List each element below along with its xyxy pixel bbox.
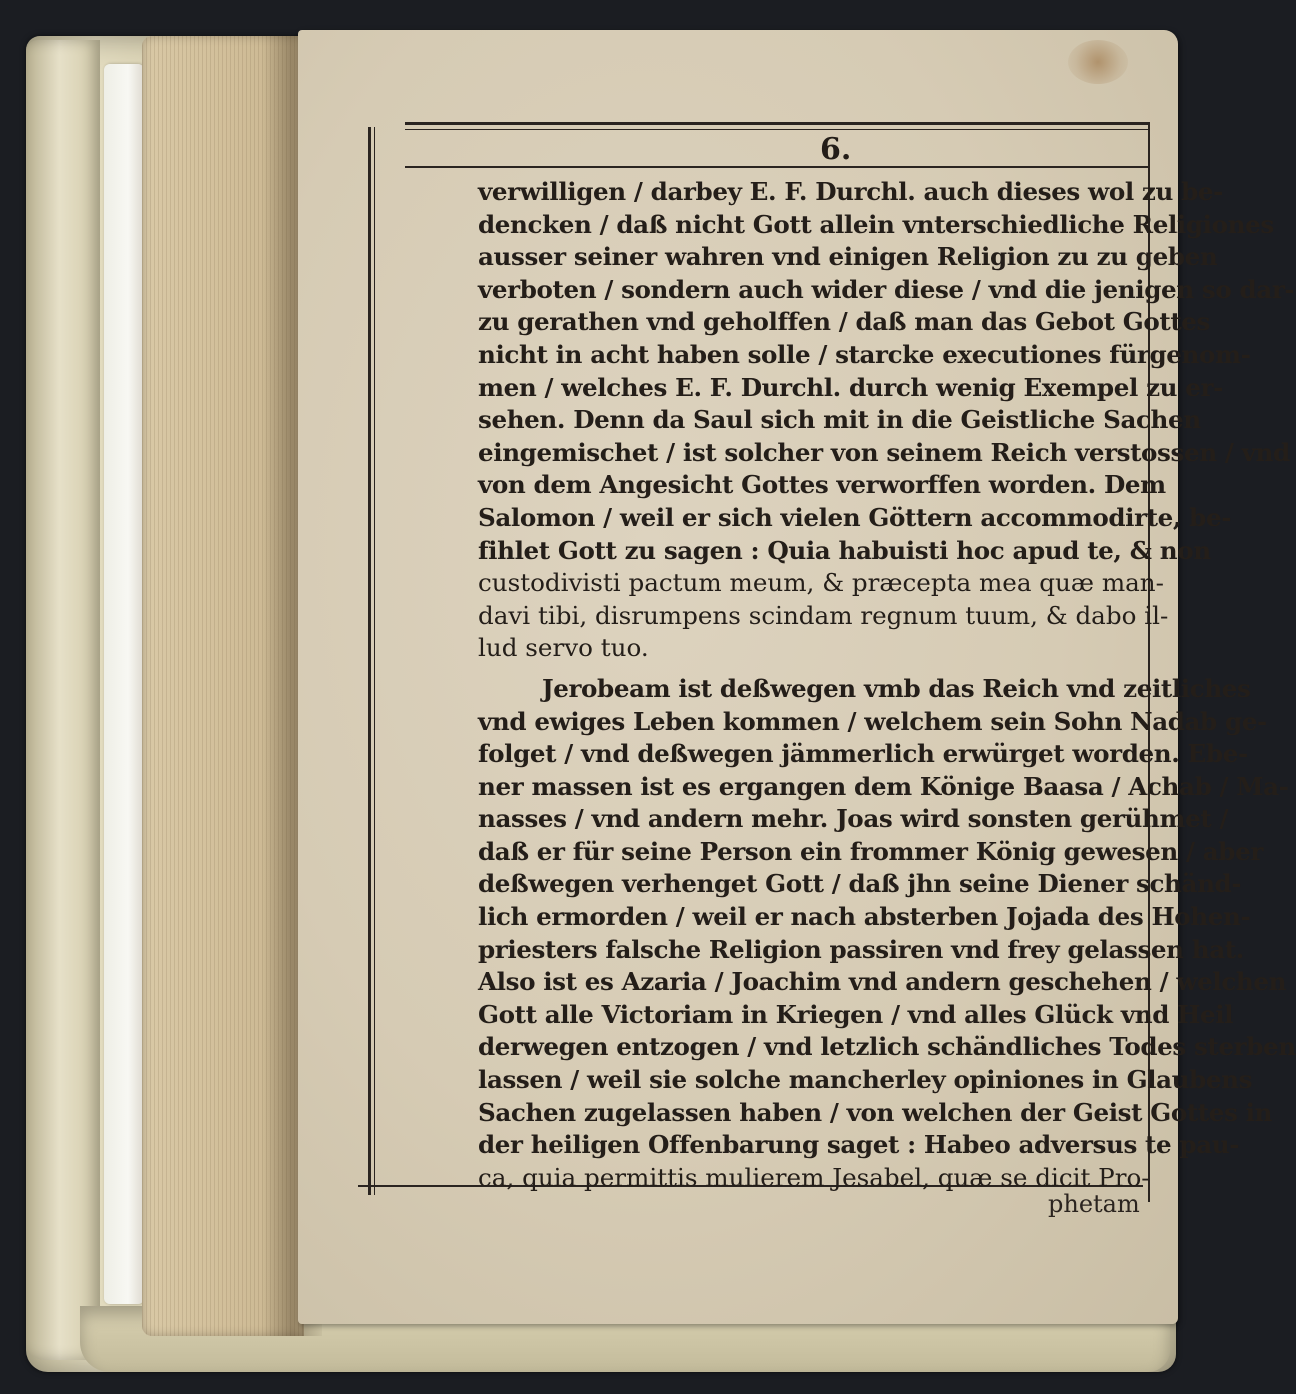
text-line: ausser seiner wahren vnd einigen Religion zu zu geben [478,242,1218,272]
text-line: zu gerathen vnd geholffen / daß man das Gebot Gottes [478,307,1210,337]
text-line: derwegen entzogen / vnd letzlich schändliches Todes sterben [478,1032,1296,1062]
text-line: eingemischet / ist solcher von seinem Reich verstossen / vnd [478,437,1290,467]
foxing-stain [1068,40,1128,84]
text-line: daß er für seine Person ein frommer König gewesen / aber [478,836,1263,866]
text-line: dencken / daß nicht Gott allein vnterschiedliche Religiones [478,209,1274,239]
text-line: nasses / vnd andern mehr. Joas wird sonsten gerühmet / [478,804,1229,834]
text-line-latin: davi tibi, disrumpens scindam regnum tuum, & dabo il- [478,600,1169,630]
frame-rule-left [368,127,371,1195]
text-line-latin: custodivisti pactum meum, & præcepta mea quæ man- [478,568,1164,598]
text-line: sehen. Denn da Saul sich mit in die Geistliche Sachen [478,405,1201,435]
frame-rule-top-inner [405,129,1150,130]
text-line: priesters falsche Religion passiren vnd frey gelassen hat. [478,934,1244,964]
text-line: lassen / weil sie solche mancherley opiniones in Glaubens [478,1065,1253,1095]
text-line: folget / vnd deßwegen jämmerlich erwürget worden. Ebe- [478,739,1248,769]
text-line: nicht in acht haben solle / starcke executiones fürgenom- [478,339,1251,369]
text-line: men / welches E. F. Durchl. durch wenig Exempel zu er- [478,372,1223,402]
page-number: 6. [820,132,852,167]
text-line: vnd ewiges Leben kommen / welchem sein Sohn Nadab ge- [478,706,1267,736]
paragraph-2 [478,673,1296,1195]
frame-rule-top [405,122,1150,125]
text-line: Gott alle Victoriam in Kriegen / vnd alles Glück vnd Heil [478,999,1234,1029]
text-line: Jerobeam ist deßwegen vmb das Reich vnd zeitliches [542,673,1251,703]
text-line-latin: lud servo tuo. [478,633,649,663]
paragraph-1 [478,176,1295,665]
text-line: verwilligen / darbey E. F. Durchl. auch dieses wol zu be- [478,177,1223,206]
text-line: deßwegen verhenget Gott / daß jhn seine Diener schänd- [478,869,1242,899]
text-line: der heiligen Offenbarung saget : Habeo adversus te pau- [478,1130,1240,1160]
text-line: Salomon / weil er sich vielen Göttern accommodirte, be- [478,502,1232,532]
text-line: fihlet Gott zu sagen : Quia habuisti hoc apud te, & non [478,535,1211,565]
inserted-sheets [104,64,144,1304]
text-line: lich ermorden / weil er nach absterben Jojada des Hohen- [478,902,1251,932]
text-line: Sachen zugelassen haben / von welchen der Geist Gottes in [478,1097,1273,1127]
text-line: ner massen ist es ergangen dem Könige Baasa / Achab / Ma- [478,771,1289,801]
frame-rule-header [405,166,1150,168]
text-line: verboten / sondern auch wider diese / vnd die jenigen so dar- [478,274,1295,304]
frame-rule-left-inner [374,127,375,1195]
body-text [478,176,1296,1194]
text-line-latin: ca, quia permittis mulierem Jesabel, quæ se dicit Pro- [478,1162,1150,1192]
text-line: von dem Angesicht Gottes verworffen worden. Dem [478,470,1166,500]
text-line: Also ist es Azaria / Joachim vnd andern geschehen / welchen [478,967,1287,997]
cover-left-edge [26,40,100,1360]
catchword: phetam [1048,1190,1140,1218]
